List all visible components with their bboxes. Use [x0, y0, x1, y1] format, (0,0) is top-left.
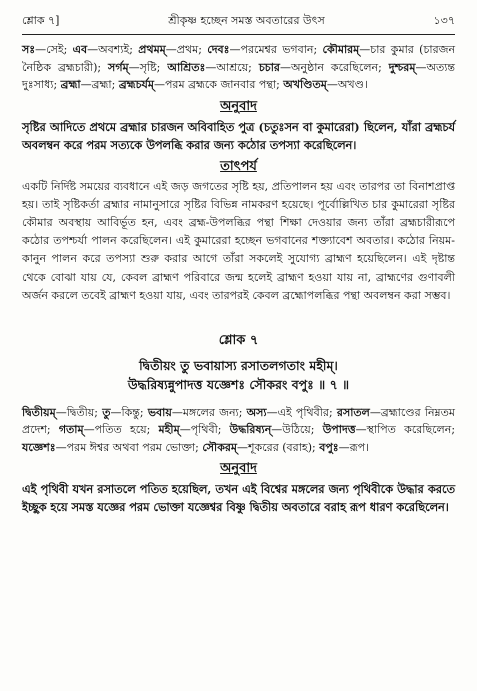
word-meaning: রূপ। [349, 440, 370, 454]
header-page-number: ১৩৭ [433, 14, 455, 27]
word-term: রসাতল [336, 405, 370, 419]
word-term: উদ্ধরিষ্যন্ [229, 423, 272, 437]
word-meaning: ব্রহ্মাণ্ডের নিম্নতম প্রদেশ [22, 405, 455, 437]
word-meanings-block-1: সঃ—সেই; এব—অবশ্যই; প্রথমম্—প্রথম; দেবঃ—পরমেশ্বর ভগবান; কৌমারম্—চার কুমার (চারজন নৈষ্ঠিক ব্রহ্মচারী); সর্গম্—সৃষ্টি; আশ্রিতঃ—আশ্রয়ে; চচার—অনুষ্ঠান করেছিলেন; দুশ্চরম্—অত্যন্ত দুঃসাধ্য; ব্রহ্মা—ব্রহ্মা; ব্রহ্মচর্যম্—পরম ব্রহ্মকে জানবার পন্থা; অখণ্ডিতম্—অখণ্ড। [22, 43, 456, 91]
translation-heading-1: অনুবাদ [220, 98, 257, 114]
word-meaning: কিন্তু [121, 405, 140, 419]
translation-heading-2: অনুবাদ [220, 461, 257, 477]
word-meaning: পতিত হয়ে [94, 423, 147, 437]
word-meaning: চার কুমার (চারজন নৈষ্ঠিক ব্রহ্মচারী) [22, 43, 456, 74]
word-term: অখণ্ডিতম্ [283, 78, 327, 91]
word-term: দেবঃ [207, 43, 230, 56]
word-meaning: অত্যন্ত দুঃসাধ্য [22, 60, 455, 91]
word-meaning: মঙ্গলের জন্য [182, 405, 239, 419]
verse-line-1: দ্বিতীয়ং তু ভবায়াস্য রসাতলগতাং মহীম্। [139, 357, 338, 373]
word-term: দ্বিতীয়ম্ [22, 405, 56, 419]
header-rule [22, 34, 455, 35]
running-header [22, 12, 455, 30]
word-meaning: অখণ্ড। [337, 78, 368, 91]
word-term: উপাদত্ত [322, 423, 356, 437]
word-term: মহীম্ [158, 423, 180, 437]
word-meaning: সৃষ্টি [139, 60, 157, 74]
word-term: অস্য [246, 405, 267, 419]
verse-line-2: উদ্ধরিষ্যন্নুপাদত্ত যজ্ঞেশঃ সৌকরং বপুঃ ॥ ৭ ॥ [127, 376, 350, 392]
header-chapter-title: শ্রীকৃষ্ণ হচ্ছেন সমস্ত অবতারের উৎস [168, 14, 325, 27]
word-term: এব [72, 43, 88, 56]
verse-title: শ্লোক ৭ [218, 332, 259, 348]
translation-text-2: এই পৃথিবী যখন রসাতলে পতিত হয়েছিল, তখন এই বিশ্বের মঙ্গলের জন্য পৃথিবীকে উদ্ধার করতে ইচ্ছুক হয়ে সমস্ত যজ্ঞের পরম ভোক্তা যজ্ঞেশ্বর বিষ্ণু দ্বিতীয় অবতারে বরাহ রূপ ধারণ করেছিলেন। [22, 482, 455, 515]
word-term: দুশ্চরম্ [388, 60, 416, 74]
word-meaning: পৃথিবী [190, 423, 218, 437]
word-term: ভবায় [147, 405, 172, 419]
word-meaning: প্রথম [176, 43, 199, 56]
word-term: গতাম্ [58, 423, 84, 437]
word-term: সর্গম্ [108, 60, 129, 74]
word-meaning: পরম ব্রহ্মকে জানবার পন্থা [164, 78, 277, 91]
purport-text: একটি নির্দিষ্ট সময়ের ব্যবধানে এই জড় জগতের সৃষ্টি হয়, প্রতিপালন হয় এবং তারপর তা বিনাশপ্রাপ্ত হয়। তাই সৃষ্টিকর্তা ব্রহ্মার নামানুসারে সৃষ্টির বিভিন্ন নামকরণ হয়েছে। পূর্বোল্লিখিত চার কুমারেরা সৃষ্টির কৌমার অবস্থায় আবির্ভূত হন, এবং ব্রহ্ম-উপলব্ধির পন্থা শিক্ষা দেওয়ার জন্য তাঁরা ব্রহ্মচারীরূপে কঠোর তপশ্চর্যা পালন করেছিলেন। এই কুমারেরা হচ্ছেন ভগবানের শক্ত্যাবেশ অবতার। কঠোর নিয়ম-কানুন পালন করে তপস্যা শুরু করার আগে তাঁরা সকলেই সুযোগ্য ব্রাহ্মণ হয়েছিলেন। এই দৃষ্টান্ত থেকে বোঝা যায় যে, কেবল ব্রাহ্মণ পরিবারে জন্ম হলেই ব্রাহ্মণ হওয়া যায় না, ব্রাহ্মণের গুণাবলী অর্জন করলে তবেই ব্রাহ্মণ হওয়া যায়, এবং তারপরই কেবল ব্রহ্মোপলব্ধির পন্থা অবলম্বন করা সম্ভব। [22, 179, 455, 302]
header-verse-ref: শ্লোক ৭] [22, 14, 60, 27]
word-meaning: পরমেশ্বর ভগবান [240, 43, 314, 56]
word-term: কৌমারম্ [322, 43, 360, 56]
word-term: প্রথমম্ [138, 43, 166, 56]
word-meaning: দ্বিতীয় [66, 405, 95, 419]
word-meaning: শূকরের (বরাহ) [248, 440, 312, 454]
purport-heading: তাৎপর্য [220, 158, 257, 174]
word-meaning: ব্রহ্মা [91, 78, 112, 91]
word-term: যজ্ঞেশঃ [22, 440, 56, 454]
translation-text-1: সৃষ্টির আদিতে প্রথমে ব্রহ্মার চারজন অবিবাহিত পুত্র (চতুঃসন বা কুমারেরা) ছিলেন, যাঁরা ব্রহ্মচর্য অবলম্বন করে পরম সত্যকে উপলব্ধি করার জন্য কঠোর তপস্যা করেছিলেন। [22, 119, 455, 152]
sanskrit-verse [22, 356, 455, 394]
word-meanings-block-2: দ্বিতীয়ম্—দ্বিতীয়; তু—কিন্তু; ভবায়—মঙ্গলের জন্য; অস্য—এই পৃথিবীর; রসাতল—ব্রহ্মাণ্ডের নিম্নতম প্রদেশ; গতাম্—পতিত হয়ে; মহীম্—পৃথিবী; উদ্ধরিষ্যন্—উঠিয়ে; উপাদত্ত—স্থাপিত করেছিলেন; যজ্ঞেশঃ—পরম ঈশ্বর অথবা পরম ভোক্তা; সৌকরম্—শূকরের (বরাহ); বপুঃ—রূপ। [22, 405, 456, 454]
word-meaning: অবশ্যই [98, 43, 130, 56]
word-term: ব্রহ্মচর্যম্ [118, 78, 154, 91]
word-meaning: সেই [46, 43, 64, 56]
word-meaning: এই পৃথিবীর [277, 405, 329, 419]
word-meaning: উঠিয়ে [282, 423, 311, 437]
word-meaning: আশ্রয়ে [216, 60, 249, 74]
word-term: তু [102, 405, 111, 419]
word-term: সৌকরম্ [202, 440, 238, 454]
word-meaning: স্থাপিত করেছিলেন [366, 423, 452, 437]
word-term: সঃ [22, 43, 36, 56]
word-term: চচার [258, 60, 280, 74]
word-term: আশ্রিতঃ [167, 60, 206, 74]
word-term: ব্রহ্মা [60, 78, 81, 91]
word-term: বপুঃ [319, 440, 339, 454]
word-meaning: পরম ঈশ্বর অথবা পরম ভোক্তা [66, 440, 196, 454]
word-meaning: অনুষ্ঠান করেছিলেন [290, 60, 379, 74]
